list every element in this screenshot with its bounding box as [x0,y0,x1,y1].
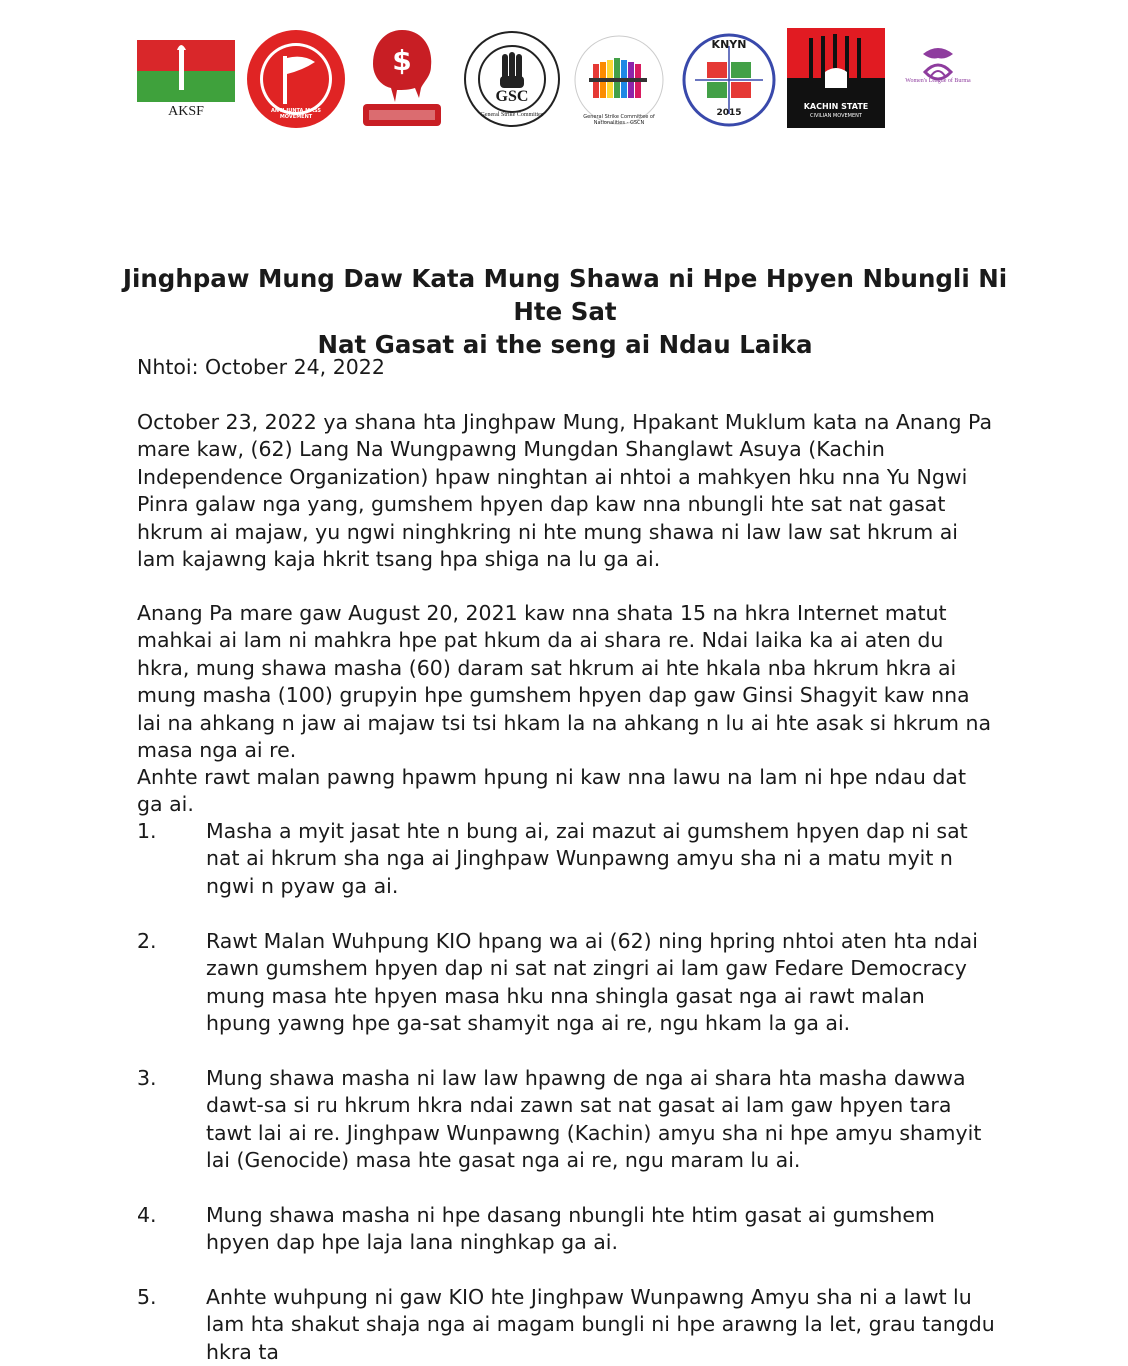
aksf-label: AKSF [168,104,204,119]
blood-money-logo [361,28,443,130]
anti-junta-label: ANTI-JUNTA MASS MOVEMENT [271,108,321,120]
list-item-text: Rawt Malan Wuhpung KIO hpang wa ai (62) ning hpring nhtoi aten hta ndai zawn gumshem hpyen dap ni sat nat zingri ai lam gaw Fedare Democracy mung masa hte hpyen masa hku nna shingla gasat nga ai rawt malan hpung yawng hpe ga-sat shamyit nga ai re, ngu hkam la ga ai. [206,929,978,1036]
logo-strip [137,28,971,132]
paragraph-2: Anang Pa mare gaw August 20, 2021 kaw nna shata 15 na hkra Internet matut mahkai ai lam ni mahkra hpe pat hkum da ai shara re. Ndai laika ka ai aten du hkra, mung shawa masha (60) daram sat hkrum ai hte hkala nba hkrum hkra ai mung masha (100) grupyin hpe gumshem hpyen dap gaw Ginsi Shagyit kaw nna lai na ahkang n jaw ai majaw tsi tsi hkam la na ahkang n lu ai hte asak si hkrum na masa nga ai re. [137,601,992,763]
list-item-number: 1. [137,819,157,843]
civilian-movement-label: CIVILIAN MOVEMENT [810,113,862,119]
document-date: Nhtoi: October 24, 2022 [137,355,385,379]
list-item-text: Anhte wuhpung ni gaw KIO hte Jinghpaw Wunpawng Amyu sha ni a lawt lu lam hta shakut shaja nga ai magam bungli ni hpe arawng la let, grau tangdu hkra ta [206,1285,995,1364]
knyn-label: KNYN [711,38,747,51]
womens-league-logo [895,36,981,124]
list-item-text: Masha a myit jasat hte n bung ai, zai mazut ai gumshem hpyen dap ni sat nat ai hkrum sha nga ai Jinghpaw Wunpawng amyu sha ni a matu myit n ngwi n pyaw ga ai. [206,819,968,898]
svg-text:$: $ [392,44,412,77]
title-line-2: Nat Gasat ai the seng ai Ndau Laika [317,330,813,359]
list-item-text: Mung shawa masha ni law law hpawng de nga ai shara hta masha dawwa dawt-sa si ru hkrum hkra ndai zawn sat nat gasat ai lam gaw hpyen tara tawt lai ai re. Jinghpaw Wunpawng (Kachin) amyu sha ni hpe amyu shamyit lai (Genocide) masa hte gasat nga ai re, ngu maram lu ai. [206,1066,982,1173]
knyn-year: 2015 [716,108,742,118]
knyn-logo [681,32,777,128]
gscn-logo [573,34,665,126]
list-item-number: 4. [137,1203,157,1227]
gscn-ring-text: General Strike Committee of Nationalities - GSCN [583,114,655,126]
paragraph-1: October 23, 2022 ya shana hta Jinghpaw Mung, Hpakant Muklum kata na Anang Pa mare kaw, (62) Lang Na Wungpawng Mungdan Shanglawt Asuya (Kachin Independence Organization) hpaw ninghtan ai nhtoi a mahkyen hku nna Yu Ngwi Pinra galaw nga yang, gumshem hpyen dap kaw nna nbungli hte sat nat gasat hkrum ai majaw, yu ngwi ninghkring ni hte mung shawa ni law law sat hkrum ai lam kajawng kaja hkrit tsang hpa shiga na lu ga ai. [137,410,993,572]
list-item-text: Mung shawa masha ni hpe dasang nbungli hte htim gasat ai gumshem hpyen dap hpe laja lana ninghkap ga ai. [206,1203,935,1255]
gsc-ring-text: General Strike Committee [480,112,544,118]
title-line-1: Jinghpaw Mung Daw Kata Mung Shawa ni Hpe Hpyen Nbungli Ni Hte Sat [122,264,1008,326]
kachin-state-cm-logo [787,28,885,128]
gsc-label: GSC [495,88,529,105]
paragraph-3: Anhte rawt malan pawng hpawm hpung ni kaw nna lawu na lam ni hpe ndau dat ga ai. [137,765,966,817]
kachin-state-label: KACHIN STATE [803,102,869,111]
womens-league-label: Women's League of Burma [905,78,971,84]
gsc-logo [463,30,561,128]
anti-junta-logo [245,28,347,130]
document-title [120,262,1010,361]
list-item-number: 3. [137,1066,157,1090]
list-item-number: 2. [137,929,157,953]
list-item-number: 5. [137,1285,157,1309]
aksf-logo [137,40,235,130]
